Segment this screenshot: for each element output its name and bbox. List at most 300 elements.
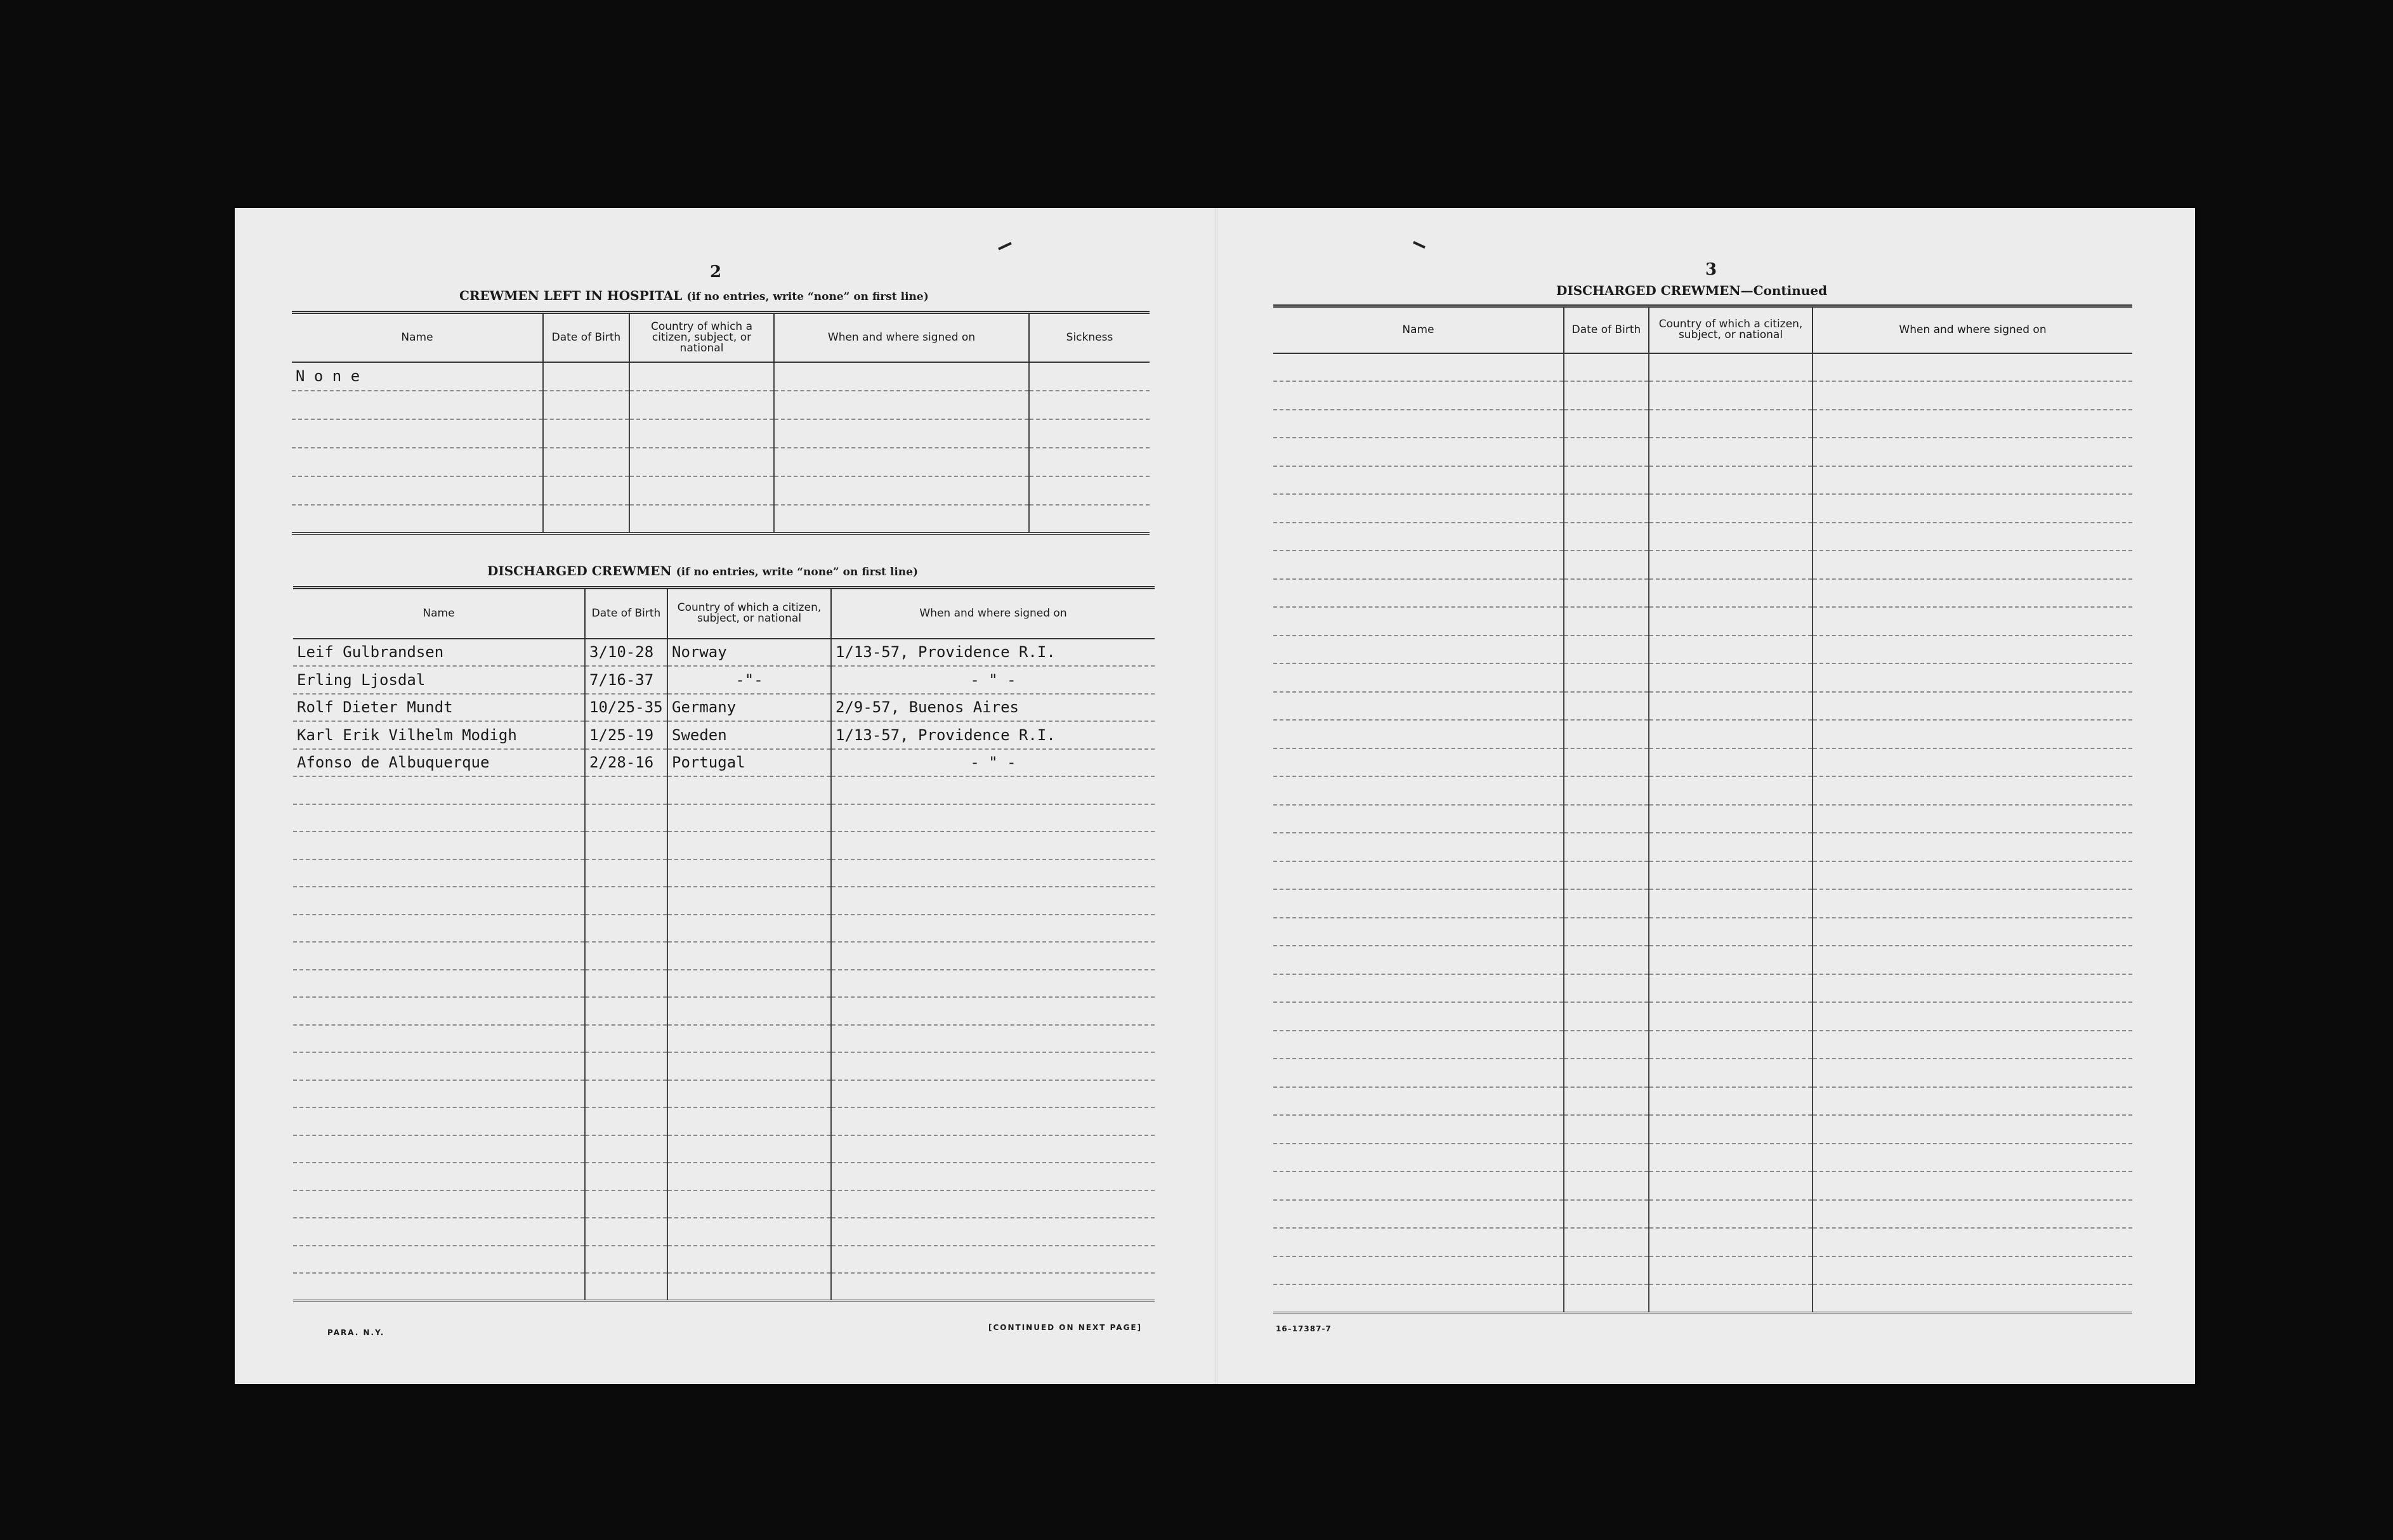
hospital-table [292, 311, 1150, 535]
cell-signed-on: - " - [831, 749, 1155, 777]
header-country: Country of which a citizen, subject, or national [667, 588, 831, 639]
cell-date-of-birth [585, 1052, 667, 1080]
cell-signed-on [1813, 1115, 2132, 1144]
cell-date-of-birth [1564, 833, 1649, 861]
cell-name [1273, 636, 1564, 664]
cell-signed-on [1813, 523, 2132, 551]
cell-name [1273, 1171, 1564, 1200]
cell-date-of-birth [585, 997, 667, 1025]
cell-signed-on: 1/13-57, Providence R.I. [831, 639, 1155, 667]
cell-signed-on [1813, 1228, 2132, 1256]
table-row [293, 1273, 1155, 1301]
cell-date-of-birth [1564, 410, 1649, 438]
table-row [1273, 918, 2132, 946]
cell-date-of-birth [585, 1163, 667, 1191]
cell-country [1649, 1256, 1813, 1285]
hospital-section-title [459, 288, 929, 303]
cell-signed-on [1813, 494, 2132, 523]
cell-name [293, 776, 585, 804]
cell-name [1273, 1059, 1564, 1087]
table-row [1273, 1031, 2132, 1059]
cell-signed-on [774, 391, 1029, 419]
cell-name [1273, 776, 1564, 805]
table-row [293, 1163, 1155, 1191]
cell-signed-on [1813, 381, 2132, 410]
discharged-table [293, 586, 1155, 1302]
cell-date-of-birth [1564, 607, 1649, 636]
table-row [293, 915, 1155, 943]
cell-country [1649, 974, 1813, 1003]
cell-signed-on [774, 419, 1029, 448]
table-row [293, 1135, 1155, 1163]
header-date-of-birth: Date of Birth [543, 313, 629, 362]
table-row [1273, 381, 2132, 410]
cell-date-of-birth [585, 915, 667, 943]
cell-signed-on [1813, 805, 2132, 833]
cell-signed-on [1813, 1087, 2132, 1116]
continued-note: [CONTINUED ON NEXT PAGE] [988, 1323, 1143, 1332]
cell-date-of-birth [1564, 466, 1649, 495]
cell-signed-on [831, 1025, 1155, 1053]
cell-name [293, 1052, 585, 1080]
cell-signed-on [774, 505, 1029, 533]
cell-name [293, 1273, 585, 1301]
table-row [293, 804, 1155, 832]
cell-name [293, 997, 585, 1025]
cell-country [1649, 1284, 1813, 1313]
page-number: 3 [1705, 260, 1717, 279]
cell-date-of-birth [543, 391, 629, 419]
cell-name [1273, 1144, 1564, 1172]
cell-date-of-birth [1564, 353, 1649, 382]
cell-name [1273, 974, 1564, 1003]
cell-date-of-birth [1564, 861, 1649, 890]
table-row [1273, 636, 2132, 664]
table-row [292, 362, 1150, 391]
table-row [1273, 551, 2132, 579]
table-row [1273, 1228, 2132, 1256]
cell-signed-on [1813, 466, 2132, 495]
table-row [293, 694, 1155, 722]
cell-country [1649, 918, 1813, 946]
table-row [1273, 1144, 2132, 1172]
cell-name [1273, 1115, 1564, 1144]
cell-country [1649, 410, 1813, 438]
cell-country [667, 1135, 831, 1163]
cell-country [1649, 861, 1813, 890]
header-date-of-birth: Date of Birth [585, 588, 667, 639]
cell-country [1649, 946, 1813, 974]
header-sickness: Sickness [1029, 313, 1150, 362]
cell-name [292, 476, 543, 505]
cell-country [1649, 381, 1813, 410]
table-row [1273, 776, 2132, 805]
cell-signed-on [1813, 438, 2132, 466]
cell-country [1649, 1200, 1813, 1229]
cell-country [667, 1080, 831, 1108]
cell-date-of-birth [585, 1273, 667, 1301]
cell-signed-on [1813, 1002, 2132, 1031]
cell-signed-on [831, 804, 1155, 832]
table-row [1273, 974, 2132, 1003]
right-page [1217, 208, 2195, 1384]
cell-date-of-birth [585, 1025, 667, 1053]
cell-date-of-birth: 2/28-16 [585, 749, 667, 777]
cell-country [1649, 607, 1813, 636]
manifest-sheet [235, 208, 2195, 1384]
cell-signed-on [1813, 551, 2132, 579]
cell-signed-on [1813, 833, 2132, 861]
header-name: Name [1273, 306, 1564, 353]
cell-signed-on [1813, 748, 2132, 777]
cell-name [293, 1025, 585, 1053]
cell-country [629, 419, 774, 448]
table-row [293, 832, 1155, 859]
cell-date-of-birth [585, 970, 667, 998]
cell-signed-on [774, 476, 1029, 505]
table-row [1273, 692, 2132, 721]
cell-name: Karl Erik Vilhelm Modigh [293, 721, 585, 749]
cell-country [667, 832, 831, 859]
cell-date-of-birth [1564, 1059, 1649, 1087]
cell-name [292, 391, 543, 419]
cell-sickness [1029, 391, 1150, 419]
table-row [1273, 1171, 2132, 1200]
cell-name: Afonso de Albuquerque [293, 749, 585, 777]
cell-name [1273, 1256, 1564, 1285]
cell-name [293, 1135, 585, 1163]
cell-country [1649, 1144, 1813, 1172]
cell-signed-on [831, 1107, 1155, 1135]
table-row [1273, 861, 2132, 890]
cell-signed-on [831, 1052, 1155, 1080]
cell-date-of-birth [1564, 1228, 1649, 1256]
cell-name [293, 887, 585, 915]
cell-date-of-birth [1564, 579, 1649, 608]
cell-date-of-birth [585, 1218, 667, 1246]
cell-signed-on [1813, 692, 2132, 721]
cell-name [293, 1080, 585, 1108]
cell-signed-on [831, 776, 1155, 804]
cell-signed-on [1813, 974, 2132, 1003]
cell-signed-on [831, 887, 1155, 915]
table-row [1273, 663, 2132, 692]
table-row [293, 721, 1155, 749]
cell-name [1273, 1284, 1564, 1313]
cell-signed-on [1813, 353, 2132, 382]
cell-country [1649, 889, 1813, 918]
table-row [1273, 607, 2132, 636]
cell-country [667, 1191, 831, 1218]
header-signed-on: When and where signed on [774, 313, 1029, 362]
cell-country [1649, 1002, 1813, 1031]
cell-date-of-birth [1564, 918, 1649, 946]
cell-signed-on [831, 832, 1155, 859]
cell-country: -"- [667, 666, 831, 694]
table-row [1273, 1087, 2132, 1116]
cell-date-of-birth: 10/25-35 [585, 694, 667, 722]
cell-name [293, 970, 585, 998]
cell-country: Germany [667, 694, 831, 722]
table-row [293, 1218, 1155, 1246]
cell-date-of-birth [1564, 438, 1649, 466]
cell-date-of-birth [585, 776, 667, 804]
cell-date-of-birth [1564, 1144, 1649, 1172]
table-row [1273, 1059, 2132, 1087]
cell-country [1649, 636, 1813, 664]
form-number: 16–17387-7 [1276, 1324, 1332, 1333]
cell-country [1649, 748, 1813, 777]
cell-signed-on [831, 970, 1155, 998]
cell-date-of-birth [1564, 692, 1649, 721]
table-row [293, 970, 1155, 998]
cell-date-of-birth [1564, 748, 1649, 777]
table-row [1273, 946, 2132, 974]
table-row [293, 1080, 1155, 1108]
cell-date-of-birth [585, 1135, 667, 1163]
cell-country [629, 476, 774, 505]
cell-country [1649, 579, 1813, 608]
cell-signed-on [1813, 918, 2132, 946]
cell-signed-on [831, 942, 1155, 970]
cell-name [293, 1246, 585, 1274]
cell-country [1649, 523, 1813, 551]
cell-name [292, 419, 543, 448]
cell-country [1649, 1115, 1813, 1144]
cell-signed-on [1813, 1256, 2132, 1285]
table-row [293, 1107, 1155, 1135]
cell-country [667, 887, 831, 915]
cell-country [1649, 551, 1813, 579]
cell-name [1273, 1228, 1564, 1256]
table-row [293, 666, 1155, 694]
cell-country: Sweden [667, 721, 831, 749]
cell-name [292, 448, 543, 476]
table-row [1273, 1002, 2132, 1031]
cell-country [1649, 353, 1813, 382]
cell-country [1649, 1059, 1813, 1087]
cell-signed-on [1813, 776, 2132, 805]
cell-country [1649, 663, 1813, 692]
cell-country [667, 970, 831, 998]
cell-date-of-birth [1564, 889, 1649, 918]
cell-signed-on [1813, 579, 2132, 608]
cell-signed-on: - " - [831, 666, 1155, 694]
cell-date-of-birth [585, 1107, 667, 1135]
cell-name [1273, 861, 1564, 890]
printer-imprint: PARA. N.Y. [327, 1328, 385, 1337]
cell-country [1649, 466, 1813, 495]
cell-date-of-birth [1564, 1002, 1649, 1031]
cell-country [667, 997, 831, 1025]
header-signed-on: When and where signed on [831, 588, 1155, 639]
cell-signed-on [1813, 607, 2132, 636]
cell-signed-on [831, 1191, 1155, 1218]
cell-date-of-birth [585, 1191, 667, 1218]
cell-date-of-birth: 7/16-37 [585, 666, 667, 694]
cell-name: N o n e [292, 362, 543, 391]
cell-name [1273, 1200, 1564, 1229]
cell-country [629, 505, 774, 533]
cell-signed-on [831, 859, 1155, 887]
cell-country [1649, 1171, 1813, 1200]
cell-date-of-birth [1564, 1171, 1649, 1200]
cell-date-of-birth [543, 505, 629, 533]
table-row [1273, 523, 2132, 551]
cell-sickness [1029, 505, 1150, 533]
cell-country [667, 1246, 831, 1274]
cell-date-of-birth [1564, 1200, 1649, 1229]
cell-date-of-birth: 1/25-19 [585, 721, 667, 749]
discharged-title: DISCHARGED CREWMEN [487, 563, 672, 578]
cell-date-of-birth [1564, 805, 1649, 833]
cell-name [1273, 720, 1564, 748]
cell-country [1649, 1087, 1813, 1116]
table-row [292, 476, 1150, 505]
cell-date-of-birth [585, 859, 667, 887]
cell-country [629, 448, 774, 476]
header-name: Name [293, 588, 585, 639]
cell-country [1649, 776, 1813, 805]
cell-signed-on: 2/9-57, Buenos Aires [831, 694, 1155, 722]
cell-signed-on [1813, 889, 2132, 918]
cell-date-of-birth [1564, 494, 1649, 523]
cell-sickness [1029, 419, 1150, 448]
cell-name [1273, 438, 1564, 466]
cell-signed-on [1813, 720, 2132, 748]
cell-name [293, 1163, 585, 1191]
table-row [293, 887, 1155, 915]
cell-country [667, 1107, 831, 1135]
cell-date-of-birth [585, 942, 667, 970]
table-row [1273, 438, 2132, 466]
cell-signed-on [1813, 946, 2132, 974]
cell-signed-on [831, 997, 1155, 1025]
cell-name [1273, 410, 1564, 438]
cell-signed-on [831, 1080, 1155, 1108]
cell-country [1649, 720, 1813, 748]
cell-signed-on [831, 915, 1155, 943]
cell-date-of-birth: 3/10-28 [585, 639, 667, 667]
cell-country [1649, 805, 1813, 833]
cell-country [667, 776, 831, 804]
cell-name [292, 505, 543, 533]
cell-name [1273, 551, 1564, 579]
cell-country [1649, 692, 1813, 721]
cell-signed-on [1813, 663, 2132, 692]
cell-name [1273, 748, 1564, 777]
cell-country [667, 1218, 831, 1246]
cell-name [1273, 579, 1564, 608]
cell-signed-on [1813, 1200, 2132, 1229]
header-country: Country of which a citizen, subject, or national [629, 313, 774, 362]
cell-name [1273, 607, 1564, 636]
cell-date-of-birth [1564, 974, 1649, 1003]
table-row [293, 1191, 1155, 1218]
table-row [293, 776, 1155, 804]
table-row [1273, 494, 2132, 523]
cell-country: Norway [667, 639, 831, 667]
cell-date-of-birth [1564, 776, 1649, 805]
cell-name [1273, 381, 1564, 410]
cell-country [667, 1025, 831, 1053]
cell-date-of-birth [1564, 523, 1649, 551]
table-row [1273, 410, 2132, 438]
cell-signed-on [774, 448, 1029, 476]
cell-signed-on [1813, 861, 2132, 890]
cell-name [293, 804, 585, 832]
cell-date-of-birth [1564, 1031, 1649, 1059]
cell-date-of-birth [1564, 663, 1649, 692]
cell-name [1273, 1087, 1564, 1116]
cell-signed-on [831, 1135, 1155, 1163]
cell-country [1649, 833, 1813, 861]
table-row [293, 942, 1155, 970]
header-signed-on: When and where signed on [1813, 306, 2132, 353]
table-row [293, 1052, 1155, 1080]
cell-date-of-birth [1564, 1256, 1649, 1285]
cell-signed-on [1813, 1031, 2132, 1059]
cell-date-of-birth [1564, 720, 1649, 748]
cell-signed-on [831, 1273, 1155, 1301]
cell-country [1649, 438, 1813, 466]
table-row [1273, 1284, 2132, 1313]
cell-signed-on [1813, 636, 2132, 664]
table-row [293, 749, 1155, 777]
cell-date-of-birth [1564, 1284, 1649, 1313]
cell-name [293, 1107, 585, 1135]
table-row [293, 639, 1155, 667]
cell-signed-on [831, 1246, 1155, 1274]
hospital-title: CREWMEN LEFT IN HOSPITAL [459, 288, 683, 303]
cell-name [293, 942, 585, 970]
cell-signed-on [1813, 1284, 2132, 1313]
table-row [1273, 1200, 2132, 1229]
table-row [1273, 805, 2132, 833]
discharged-note: (if no entries, write “none” on first line) [676, 566, 919, 578]
table-row [1273, 1256, 2132, 1285]
cell-name [293, 915, 585, 943]
cell-country: Portugal [667, 749, 831, 777]
cell-date-of-birth [543, 419, 629, 448]
cell-name [293, 832, 585, 859]
cell-signed-on [1813, 1144, 2132, 1172]
cell-country [667, 1163, 831, 1191]
cell-signed-on [831, 1218, 1155, 1246]
table-row [1273, 748, 2132, 777]
cell-date-of-birth [1564, 551, 1649, 579]
table-row [1273, 579, 2132, 608]
cell-country [667, 804, 831, 832]
page-number: 2 [709, 263, 722, 282]
cell-signed-on [831, 1163, 1155, 1191]
table-row [293, 859, 1155, 887]
cell-date-of-birth [543, 362, 629, 391]
cell-name [1273, 523, 1564, 551]
cell-date-of-birth [585, 1080, 667, 1108]
cell-country [1649, 1228, 1813, 1256]
cell-date-of-birth [1564, 381, 1649, 410]
table-row [292, 448, 1150, 476]
table-row [1273, 720, 2132, 748]
continued-section-title: DISCHARGED CREWMEN—Continued [1556, 283, 1828, 298]
table-row [292, 505, 1150, 533]
cell-country [667, 1052, 831, 1080]
table-row [292, 419, 1150, 448]
cell-country [667, 915, 831, 943]
cell-name [1273, 466, 1564, 495]
table-row [293, 997, 1155, 1025]
